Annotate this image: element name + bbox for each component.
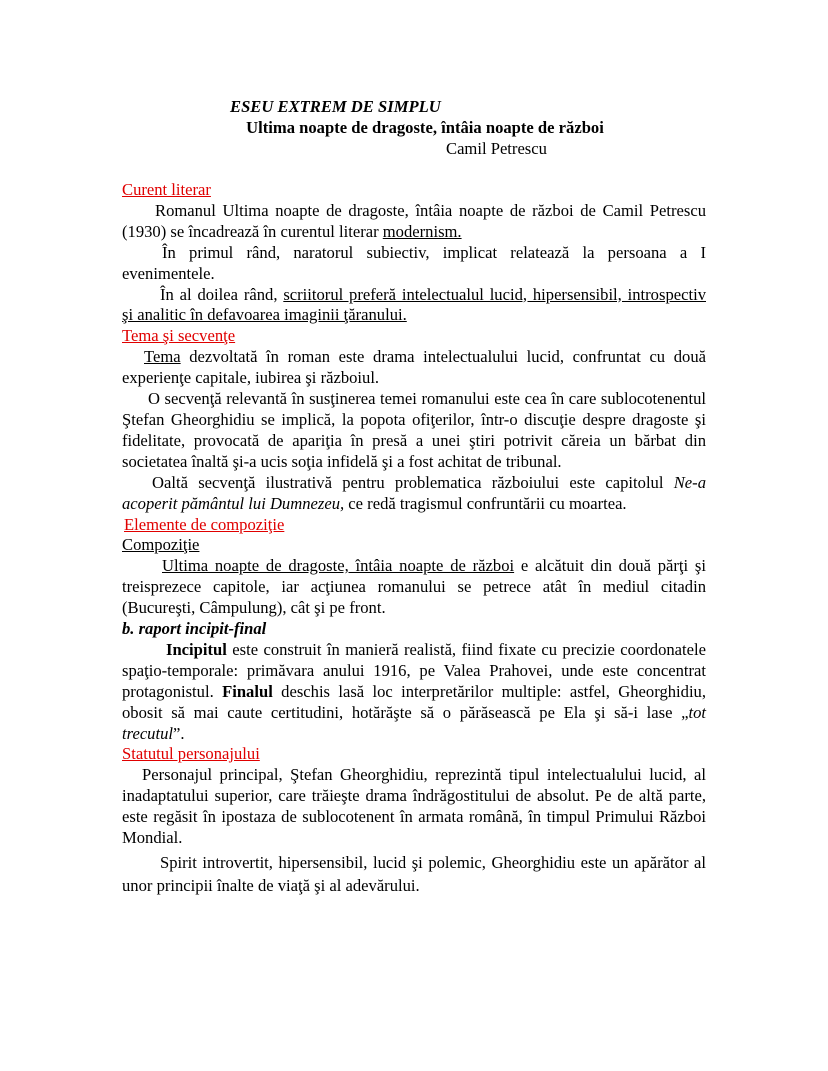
section-heading-statut: Statutul personajului	[122, 744, 260, 764]
paragraph	[122, 556, 706, 619]
italic-text: tot trecutul	[122, 702, 706, 743]
text-run: deschis lasă loc interpretărilor multiple: astfel, Gheorghidiu, obosit să mai caute certitudini, hotărăşte să o părăsească pe Ela şi să-i lase „	[122, 681, 707, 722]
underlined-text: modernism.	[382, 221, 462, 241]
section-heading-compozitie: Elemente de compoziţie	[124, 514, 285, 534]
paragraph: În primul rând, naratorul subiectiv, implicat relatează la persoana a I evenimentele.	[122, 242, 706, 283]
underlined-text: Ultima noapte de dragoste, întâia noapte de război	[162, 556, 515, 576]
section-heading-tema: Tema şi secvenţe	[122, 326, 236, 346]
text-run: este construit în manieră realistă, fiind fixate cu precizie coordonatele spaţio-temporale: primăvara anului 1916, pe Valea Prahovei, unde este concentrat protagonistul.	[122, 639, 706, 701]
text-run: Oaltă secvenţă ilustrativă pentru problematica războiului este capitolul	[152, 472, 674, 492]
underlined-text: scriitorul preferă intelectualul lucid, hipersensibil, introspectiv şi analitic în defavoarea imaginii ţăranului.	[122, 284, 706, 325]
text-run: În al doilea rând,	[160, 284, 284, 304]
text-run: Romanul Ultima noapte de dragoste, întâia noapte de război de Camil Petrescu (1930) se încadrează în curentul literar	[122, 200, 706, 241]
subheading-raport: b. raport incipit-final	[122, 619, 267, 639]
paragraph	[122, 640, 706, 745]
essay-body	[122, 96, 706, 897]
spacer	[122, 160, 706, 180]
essay-title: ESEU EXTREM DE SIMPLU	[230, 97, 441, 116]
subheading-compozitie: Compoziţie	[122, 535, 200, 555]
author-name: Camil Petrescu	[446, 139, 547, 158]
text-run: ”.	[173, 723, 185, 743]
text-run: dezvoltată în roman este drama intelectualului lucid, confruntat cu două experienţe capitale, iubirea şi războiul.	[122, 347, 706, 388]
underlined-text: Tema	[144, 347, 181, 367]
paragraph	[122, 285, 706, 327]
paragraph	[122, 347, 706, 389]
paragraph	[122, 201, 706, 243]
bold-text: Incipitul	[166, 639, 227, 659]
paragraph: Spirit introvertit, hipersensibil, lucid şi polemic, Gheorghidiu este un apărător al unor principii înalte de viaţă şi al adevărului.	[122, 853, 706, 895]
novel-title: Ultima noapte de dragoste, întâia noapte de război	[246, 118, 604, 137]
paragraph: O secvenţă relevantă în susţinerea temei romanului este cea în care sublocotenentul Ştefan Gheorghidiu se implică, la popota ofiţerilor, într-o discuţie despre dragoste şi fidelitate, provocată de apariţia în presă a unei ştiri potrivit căreia un bărbat din societatea înaltă şi-a ucis soţia infidelă şi a fost achitat de tribunal.	[122, 389, 706, 471]
bold-text: Finalul	[222, 681, 273, 701]
section-heading-curent: Curent literar	[122, 180, 211, 199]
paragraph: Personajul principal, Ştefan Gheorghidiu, reprezintă tipul intelectualului lucid, al inadaptatului superior, care trăieşte drama îndrăgostitului de absolut. Pe de altă parte, este regăsit în ipostaza de sublocotenent în armata română, în timpul Primului Război Mondial.	[122, 765, 706, 848]
italic-text: Ne-a acoperit pământul lui Dumnezeu,	[122, 472, 706, 513]
text-run: ce redă tragismul confruntării cu moartea.	[344, 493, 627, 513]
text-run: e alcătuit din două părţi şi treisprezece capitole, iar acţiunea romanului se petrece atât în mediul citadin (Bucureşti, Câmpulung), cât şi pe front.	[122, 556, 706, 618]
paragraph	[122, 473, 706, 515]
